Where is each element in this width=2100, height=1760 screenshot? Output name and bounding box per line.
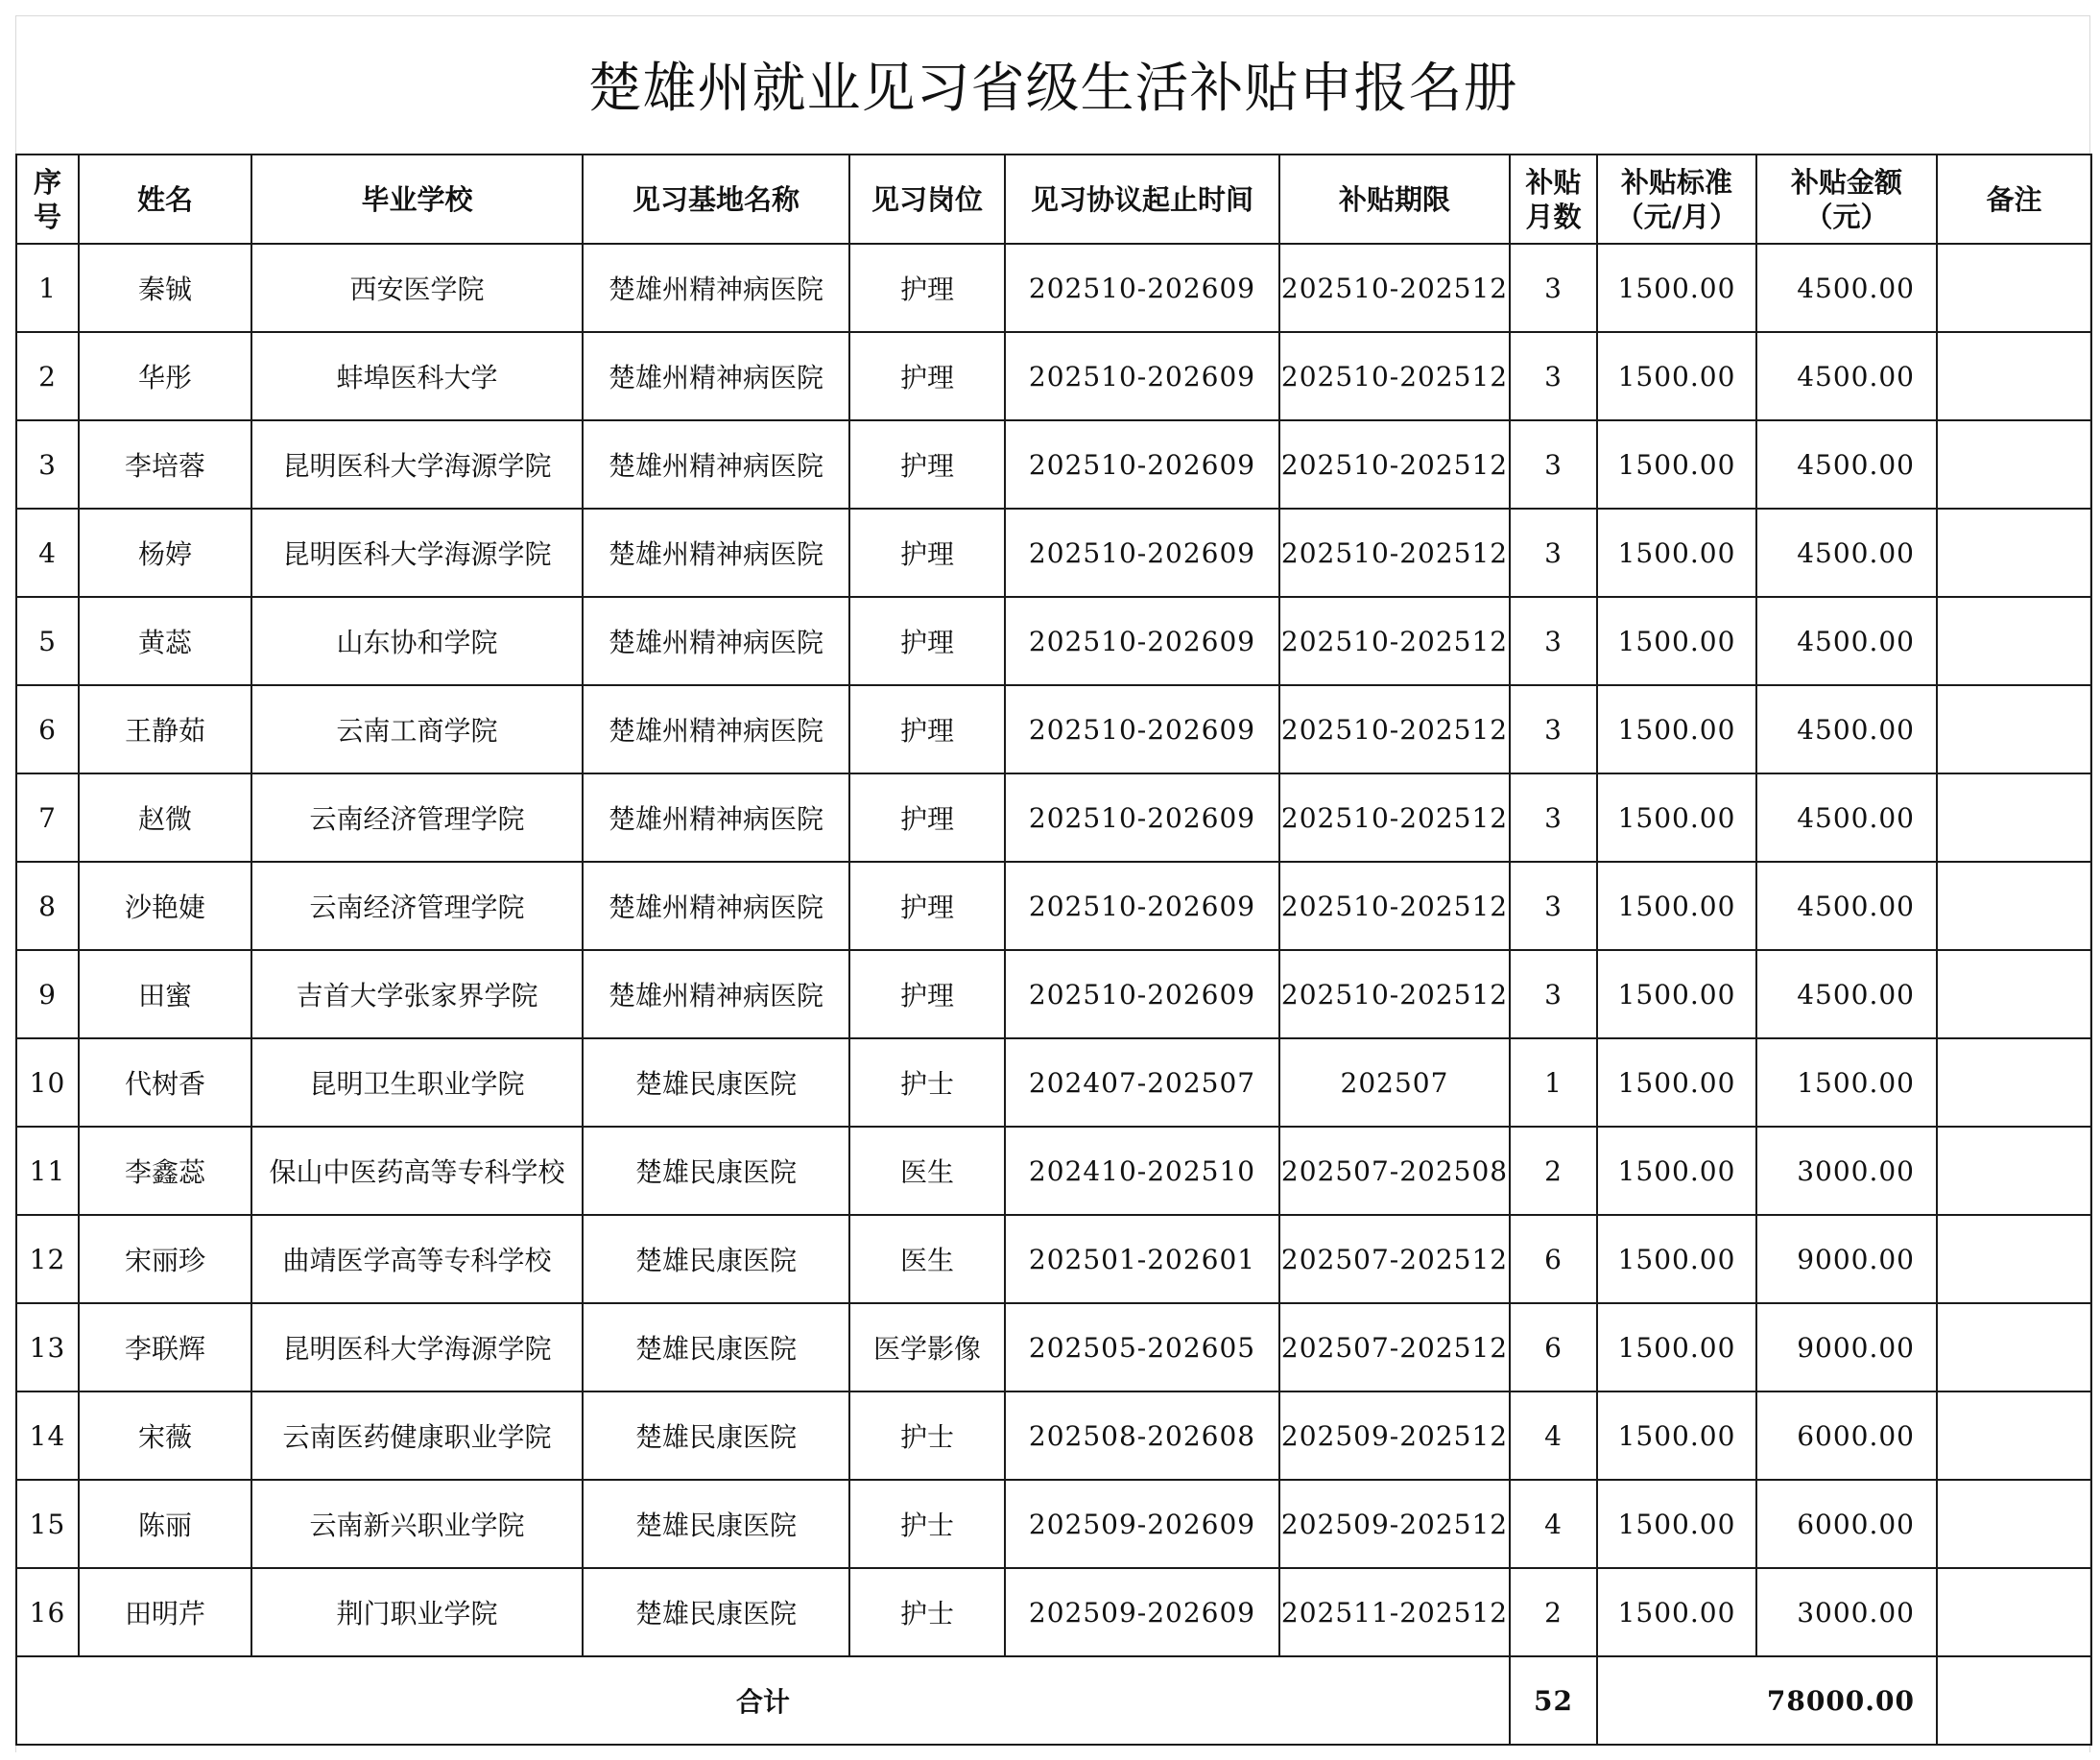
table-row (16, 1038, 2091, 1127)
cell-subsidy-period: 202511-202512 (1279, 1568, 1510, 1656)
total-row (16, 1656, 2091, 1745)
cell-name: 李鑫蕊 (79, 1127, 251, 1215)
cell-remark (1937, 1480, 2091, 1568)
cell-period: 202510-202609 (1005, 773, 1279, 862)
cell-months: 3 (1510, 509, 1597, 597)
cell-seq: 14 (16, 1391, 79, 1480)
cell-school: 云南工商学院 (251, 685, 583, 773)
cell-post: 护士 (849, 1391, 1005, 1480)
cell-period: 202510-202609 (1005, 597, 1279, 685)
cell-standard: 1500.00 (1597, 1038, 1756, 1127)
table-row (16, 1391, 2091, 1480)
cell-name: 秦铖 (79, 244, 251, 332)
cell-school: 曲靖医学高等专科学校 (251, 1215, 583, 1303)
cell-standard: 1500.00 (1597, 1127, 1756, 1215)
cell-seq: 7 (16, 773, 79, 862)
cell-months: 3 (1510, 950, 1597, 1038)
cell-remark (1937, 509, 2091, 597)
cell-period: 202505-202605 (1005, 1303, 1279, 1391)
cell-period: 202501-202601 (1005, 1215, 1279, 1303)
cell-post: 护士 (849, 1568, 1005, 1656)
cell-standard: 1500.00 (1597, 509, 1756, 597)
cell-name: 代树香 (79, 1038, 251, 1127)
table-row (16, 1215, 2091, 1303)
cell-standard: 1500.00 (1597, 950, 1756, 1038)
cell-standard: 1500.00 (1597, 597, 1756, 685)
cell-name: 王静茹 (79, 685, 251, 773)
cell-standard: 1500.00 (1597, 1480, 1756, 1568)
cell-subsidy-period: 202510-202512 (1279, 950, 1510, 1038)
cell-subsidy-period: 202510-202512 (1279, 773, 1510, 862)
total-months: 52 (1510, 1656, 1597, 1745)
cell-months: 2 (1510, 1127, 1597, 1215)
table-row (16, 332, 2091, 420)
cell-name: 李培蓉 (79, 420, 251, 509)
cell-period: 202410-202510 (1005, 1127, 1279, 1215)
cell-subsidy-period: 202507-202512 (1279, 1215, 1510, 1303)
cell-period: 202407-202507 (1005, 1038, 1279, 1127)
cell-seq: 11 (16, 1127, 79, 1215)
table-row (16, 685, 2091, 773)
cell-seq: 3 (16, 420, 79, 509)
cell-seq: 13 (16, 1303, 79, 1391)
cell-post: 护理 (849, 509, 1005, 597)
cell-school: 云南医药健康职业学院 (251, 1391, 583, 1480)
table-row (16, 597, 2091, 685)
cell-period: 202510-202609 (1005, 509, 1279, 597)
total-remark (1937, 1656, 2091, 1745)
cell-name: 田明芹 (79, 1568, 251, 1656)
cell-remark (1937, 420, 2091, 509)
cell-name: 李联辉 (79, 1303, 251, 1391)
table-header-row (16, 155, 2091, 244)
cell-base: 楚雄州精神病医院 (583, 420, 849, 509)
cell-post: 医生 (849, 1127, 1005, 1215)
total-amount: 78000.00 (1597, 1656, 1937, 1745)
cell-seq: 8 (16, 862, 79, 950)
cell-name: 华彤 (79, 332, 251, 420)
cell-remark (1937, 1215, 2091, 1303)
cell-seq: 2 (16, 332, 79, 420)
table-row (16, 1127, 2091, 1215)
cell-amount: 3000.00 (1756, 1127, 1937, 1215)
table-row (16, 862, 2091, 950)
cell-standard: 1500.00 (1597, 1303, 1756, 1391)
table-row (16, 420, 2091, 509)
cell-subsidy-period: 202507 (1279, 1038, 1510, 1127)
cell-period: 202509-202609 (1005, 1568, 1279, 1656)
cell-subsidy-period: 202509-202512 (1279, 1391, 1510, 1480)
cell-remark (1937, 597, 2091, 685)
cell-base: 楚雄州精神病医院 (583, 862, 849, 950)
cell-amount: 6000.00 (1756, 1391, 1937, 1480)
cell-months: 3 (1510, 420, 1597, 509)
cell-name: 黄蕊 (79, 597, 251, 685)
header-remark: 备注 (1937, 155, 2091, 244)
cell-post: 护理 (849, 597, 1005, 685)
header-standard: 补贴标准（元/月） (1597, 155, 1756, 244)
cell-amount: 1500.00 (1756, 1038, 1937, 1127)
cell-school: 西安医学院 (251, 244, 583, 332)
cell-months: 4 (1510, 1480, 1597, 1568)
cell-base: 楚雄民康医院 (583, 1215, 849, 1303)
cell-name: 杨婷 (79, 509, 251, 597)
cell-months: 3 (1510, 244, 1597, 332)
cell-name: 陈丽 (79, 1480, 251, 1568)
cell-base: 楚雄州精神病医院 (583, 332, 849, 420)
cell-remark (1937, 773, 2091, 862)
cell-period: 202510-202609 (1005, 244, 1279, 332)
cell-standard: 1500.00 (1597, 1391, 1756, 1480)
cell-subsidy-period: 202510-202512 (1279, 597, 1510, 685)
cell-base: 楚雄州精神病医院 (583, 685, 849, 773)
cell-school: 云南经济管理学院 (251, 773, 583, 862)
cell-amount: 4500.00 (1756, 685, 1937, 773)
cell-post: 护理 (849, 950, 1005, 1038)
cell-base: 楚雄民康医院 (583, 1038, 849, 1127)
cell-post: 护理 (849, 244, 1005, 332)
header-post: 见习岗位 (849, 155, 1005, 244)
cell-name: 赵微 (79, 773, 251, 862)
cell-seq: 12 (16, 1215, 79, 1303)
cell-seq: 1 (16, 244, 79, 332)
cell-base: 楚雄民康医院 (583, 1391, 849, 1480)
cell-school: 昆明医科大学海源学院 (251, 509, 583, 597)
cell-school: 荆门职业学院 (251, 1568, 583, 1656)
cell-subsidy-period: 202510-202512 (1279, 509, 1510, 597)
cell-post: 护理 (849, 420, 1005, 509)
cell-remark (1937, 1568, 2091, 1656)
cell-standard: 1500.00 (1597, 685, 1756, 773)
cell-subsidy-period: 202510-202512 (1279, 862, 1510, 950)
cell-school: 云南经济管理学院 (251, 862, 583, 950)
table-row (16, 1480, 2091, 1568)
cell-amount: 4500.00 (1756, 244, 1937, 332)
cell-standard: 1500.00 (1597, 244, 1756, 332)
cell-school: 保山中医药高等专科学校 (251, 1127, 583, 1215)
table-row (16, 509, 2091, 597)
cell-school: 昆明医科大学海源学院 (251, 420, 583, 509)
table-row (16, 1568, 2091, 1656)
header-period: 见习协议起止时间 (1005, 155, 1279, 244)
table-row (16, 950, 2091, 1038)
cell-post: 护理 (849, 773, 1005, 862)
table-body (16, 244, 2091, 1656)
cell-remark (1937, 950, 2091, 1038)
cell-post: 医生 (849, 1215, 1005, 1303)
cell-amount: 4500.00 (1756, 597, 1937, 685)
header-school: 毕业学校 (251, 155, 583, 244)
cell-amount: 4500.00 (1756, 773, 1937, 862)
cell-school: 云南新兴职业学院 (251, 1480, 583, 1568)
cell-amount: 9000.00 (1756, 1303, 1937, 1391)
cell-base: 楚雄州精神病医院 (583, 244, 849, 332)
cell-subsidy-period: 202510-202512 (1279, 685, 1510, 773)
cell-period: 202510-202609 (1005, 420, 1279, 509)
cell-months: 2 (1510, 1568, 1597, 1656)
cell-school: 蚌埠医科大学 (251, 332, 583, 420)
cell-remark (1937, 332, 2091, 420)
cell-standard: 1500.00 (1597, 332, 1756, 420)
cell-amount: 9000.00 (1756, 1215, 1937, 1303)
cell-base: 楚雄州精神病医院 (583, 597, 849, 685)
header-amount: 补贴金额（元） (1756, 155, 1937, 244)
cell-amount: 4500.00 (1756, 332, 1937, 420)
cell-seq: 5 (16, 597, 79, 685)
cell-months: 4 (1510, 1391, 1597, 1480)
cell-period: 202510-202609 (1005, 950, 1279, 1038)
cell-name: 宋薇 (79, 1391, 251, 1480)
cell-standard: 1500.00 (1597, 1215, 1756, 1303)
cell-base: 楚雄民康医院 (583, 1568, 849, 1656)
subsidy-table (15, 154, 2092, 1746)
cell-amount: 4500.00 (1756, 509, 1937, 597)
total-label: 合计 (16, 1656, 1510, 1745)
cell-months: 3 (1510, 332, 1597, 420)
cell-seq: 15 (16, 1480, 79, 1568)
cell-standard: 1500.00 (1597, 1568, 1756, 1656)
cell-months: 3 (1510, 862, 1597, 950)
cell-remark (1937, 1391, 2091, 1480)
cell-school: 山东协和学院 (251, 597, 583, 685)
cell-subsidy-period: 202510-202512 (1279, 244, 1510, 332)
cell-post: 护理 (849, 685, 1005, 773)
cell-seq: 16 (16, 1568, 79, 1656)
cell-seq: 6 (16, 685, 79, 773)
cell-amount: 3000.00 (1756, 1568, 1937, 1656)
cell-months: 3 (1510, 685, 1597, 773)
cell-post: 护士 (849, 1038, 1005, 1127)
header-subsidy-period: 补贴期限 (1279, 155, 1510, 244)
cell-name: 沙艳婕 (79, 862, 251, 950)
cell-period: 202509-202609 (1005, 1480, 1279, 1568)
cell-remark (1937, 1303, 2091, 1391)
cell-subsidy-period: 202510-202512 (1279, 420, 1510, 509)
header-base: 见习基地名称 (583, 155, 849, 244)
cell-amount: 4500.00 (1756, 950, 1937, 1038)
cell-base: 楚雄州精神病医院 (583, 950, 849, 1038)
cell-name: 宋丽珍 (79, 1215, 251, 1303)
cell-amount: 4500.00 (1756, 420, 1937, 509)
cell-base: 楚雄民康医院 (583, 1127, 849, 1215)
cell-post: 护士 (849, 1480, 1005, 1568)
cell-standard: 1500.00 (1597, 773, 1756, 862)
cell-subsidy-period: 202510-202512 (1279, 332, 1510, 420)
cell-remark (1937, 244, 2091, 332)
cell-remark (1937, 1038, 2091, 1127)
cell-amount: 6000.00 (1756, 1480, 1937, 1568)
cell-seq: 10 (16, 1038, 79, 1127)
cell-post: 医学影像 (849, 1303, 1005, 1391)
cell-post: 护理 (849, 332, 1005, 420)
cell-name: 田蜜 (79, 950, 251, 1038)
cell-school: 吉首大学张家界学院 (251, 950, 583, 1038)
cell-school: 昆明医科大学海源学院 (251, 1303, 583, 1391)
document-title: 楚雄州就业见习省级生活补贴申报名册 (587, 58, 1518, 120)
header-seq: 序号 (16, 155, 79, 244)
cell-remark (1937, 862, 2091, 950)
cell-standard: 1500.00 (1597, 862, 1756, 950)
cell-amount: 4500.00 (1756, 862, 1937, 950)
header-name: 姓名 (79, 155, 251, 244)
table-row (16, 244, 2091, 332)
cell-remark (1937, 685, 2091, 773)
cell-subsidy-period: 202507-202508 (1279, 1127, 1510, 1215)
cell-months: 6 (1510, 1303, 1597, 1391)
cell-period: 202510-202609 (1005, 862, 1279, 950)
cell-months: 6 (1510, 1215, 1597, 1303)
cell-post: 护理 (849, 862, 1005, 950)
cell-period: 202510-202609 (1005, 685, 1279, 773)
cell-months: 3 (1510, 597, 1597, 685)
cell-months: 1 (1510, 1038, 1597, 1127)
cell-base: 楚雄民康医院 (583, 1480, 849, 1568)
cell-seq: 4 (16, 509, 79, 597)
cell-base: 楚雄民康医院 (583, 1303, 849, 1391)
cell-remark (1937, 1127, 2091, 1215)
cell-seq: 9 (16, 950, 79, 1038)
table-row (16, 1303, 2091, 1391)
cell-period: 202508-202608 (1005, 1391, 1279, 1480)
cell-subsidy-period: 202507-202512 (1279, 1303, 1510, 1391)
cell-school: 昆明卫生职业学院 (251, 1038, 583, 1127)
cell-standard: 1500.00 (1597, 420, 1756, 509)
table-row (16, 773, 2091, 862)
cell-period: 202510-202609 (1005, 332, 1279, 420)
cell-base: 楚雄州精神病医院 (583, 773, 849, 862)
cell-base: 楚雄州精神病医院 (583, 509, 849, 597)
header-months: 补贴月数 (1510, 155, 1597, 244)
cell-subsidy-period: 202509-202512 (1279, 1480, 1510, 1568)
cell-months: 3 (1510, 773, 1597, 862)
